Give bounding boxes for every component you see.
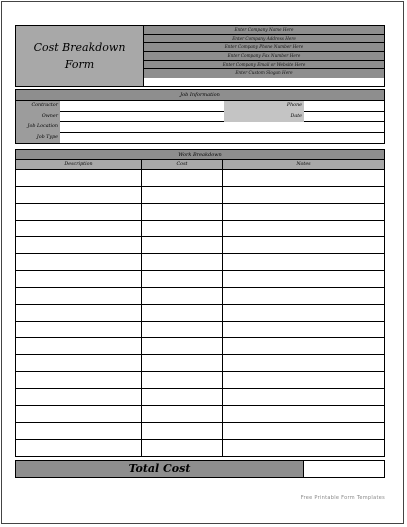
footer-watermark: Free Printable Form Templates bbox=[300, 495, 385, 501]
notes-cell[interactable] bbox=[223, 288, 384, 304]
notes-cell[interactable] bbox=[223, 271, 384, 287]
total-cost-field[interactable] bbox=[304, 461, 384, 477]
owner-field[interactable] bbox=[60, 112, 224, 123]
description-cell[interactable] bbox=[16, 355, 142, 371]
cost-cell[interactable] bbox=[142, 271, 223, 287]
description-cell[interactable] bbox=[16, 170, 142, 186]
table-row bbox=[16, 372, 384, 389]
contractor-field[interactable] bbox=[60, 101, 224, 112]
table-row bbox=[16, 271, 384, 288]
notes-cell[interactable] bbox=[223, 187, 384, 203]
description-cell[interactable] bbox=[16, 271, 142, 287]
phone-label: Phone bbox=[286, 103, 302, 108]
company-address-field[interactable]: Enter Company Address Here bbox=[144, 35, 384, 44]
job-right-labels bbox=[224, 101, 304, 122]
table-row bbox=[16, 288, 384, 305]
company-phone-field[interactable]: Enter Company Phone Number Here bbox=[144, 43, 384, 52]
notes-cell[interactable] bbox=[223, 221, 384, 237]
owner-label: Owner bbox=[41, 113, 58, 119]
table-row bbox=[16, 170, 384, 187]
cost-cell[interactable] bbox=[142, 389, 223, 405]
notes-cell[interactable] bbox=[223, 170, 384, 186]
table-row bbox=[16, 423, 384, 440]
cost-cell[interactable] bbox=[142, 170, 223, 186]
cost-cell[interactable] bbox=[142, 305, 223, 321]
notes-cell[interactable] bbox=[223, 440, 384, 457]
notes-cell[interactable] bbox=[223, 372, 384, 388]
notes-cell[interactable] bbox=[223, 237, 384, 253]
table-row bbox=[16, 406, 384, 423]
notes-column-header: Notes bbox=[296, 162, 311, 167]
table-row bbox=[16, 338, 384, 355]
contractor-label: Contractor bbox=[31, 103, 58, 108]
description-cell[interactable] bbox=[16, 221, 142, 237]
description-cell[interactable] bbox=[16, 372, 142, 388]
description-cell[interactable] bbox=[16, 423, 142, 439]
form-title-line2: Form bbox=[64, 58, 95, 71]
date-field[interactable] bbox=[304, 112, 384, 123]
table-row bbox=[16, 221, 384, 238]
work-table-header bbox=[16, 160, 384, 170]
table-row bbox=[16, 440, 384, 457]
form-header bbox=[15, 25, 385, 87]
description-cell[interactable] bbox=[16, 440, 142, 457]
description-cell[interactable] bbox=[16, 187, 142, 203]
notes-cell[interactable] bbox=[223, 355, 384, 371]
company-fax-field[interactable]: Enter Company Fax Number Here bbox=[144, 52, 384, 61]
cost-cell[interactable] bbox=[142, 204, 223, 220]
cost-cell[interactable] bbox=[142, 237, 223, 253]
description-cell[interactable] bbox=[16, 237, 142, 253]
table-row bbox=[16, 187, 384, 204]
work-breakdown-table bbox=[15, 159, 385, 457]
notes-cell[interactable] bbox=[223, 338, 384, 354]
cost-cell[interactable] bbox=[142, 372, 223, 388]
cost-column-header: Cost bbox=[142, 160, 223, 169]
job-left-labels bbox=[16, 101, 60, 143]
work-table-body bbox=[16, 170, 384, 456]
job-type-field[interactable] bbox=[60, 133, 384, 144]
total-cost-label: Total Cost bbox=[16, 461, 304, 477]
description-cell[interactable] bbox=[16, 322, 142, 338]
description-cell[interactable] bbox=[16, 338, 142, 354]
cost-cell[interactable] bbox=[142, 254, 223, 270]
notes-cell[interactable] bbox=[223, 389, 384, 405]
table-row bbox=[16, 237, 384, 254]
total-cost-row bbox=[15, 460, 385, 478]
cost-cell[interactable] bbox=[142, 406, 223, 422]
date-label: Date bbox=[290, 113, 302, 119]
table-row bbox=[16, 322, 384, 339]
company-slogan-field[interactable]: Enter Custom Slogan Here bbox=[144, 69, 384, 78]
notes-cell[interactable] bbox=[223, 406, 384, 422]
job-type-label: Job Type bbox=[36, 134, 58, 140]
description-cell[interactable] bbox=[16, 288, 142, 304]
table-row bbox=[16, 305, 384, 322]
notes-cell[interactable] bbox=[223, 322, 384, 338]
cost-cell[interactable] bbox=[142, 423, 223, 439]
description-cell[interactable] bbox=[16, 204, 142, 220]
cost-cell[interactable] bbox=[142, 322, 223, 338]
notes-cell[interactable] bbox=[223, 204, 384, 220]
description-cell[interactable] bbox=[16, 305, 142, 321]
job-location-label: Job Location bbox=[27, 124, 58, 129]
work-breakdown-heading: Work Breakdown bbox=[15, 149, 385, 161]
notes-cell[interactable] bbox=[223, 305, 384, 321]
description-cell[interactable] bbox=[16, 254, 142, 270]
cost-cell[interactable] bbox=[142, 338, 223, 354]
description-cell[interactable] bbox=[16, 406, 142, 422]
cost-cell[interactable] bbox=[142, 288, 223, 304]
table-row bbox=[16, 389, 384, 406]
job-information-heading: Job Information bbox=[15, 89, 385, 101]
notes-cell[interactable] bbox=[223, 254, 384, 270]
company-email-field[interactable]: Enter Company Email or Website Here bbox=[144, 61, 384, 70]
table-row bbox=[16, 254, 384, 271]
company-name-field[interactable]: Enter Company Name Here bbox=[144, 26, 384, 35]
company-info-block bbox=[144, 26, 384, 86]
cost-cell[interactable] bbox=[142, 440, 223, 457]
notes-cell[interactable] bbox=[223, 423, 384, 439]
cost-cell[interactable] bbox=[142, 355, 223, 371]
phone-field[interactable] bbox=[304, 101, 384, 112]
job-information-section bbox=[15, 101, 385, 144]
description-cell[interactable] bbox=[16, 389, 142, 405]
description-column-header: Description bbox=[16, 160, 142, 169]
table-row bbox=[16, 204, 384, 221]
cost-cell[interactable] bbox=[142, 187, 223, 203]
table-row bbox=[16, 355, 384, 372]
form-title-line1: Cost Breakdown bbox=[33, 41, 126, 54]
job-location-field[interactable] bbox=[60, 122, 384, 133]
form-title bbox=[16, 26, 144, 86]
cost-cell[interactable] bbox=[142, 221, 223, 237]
